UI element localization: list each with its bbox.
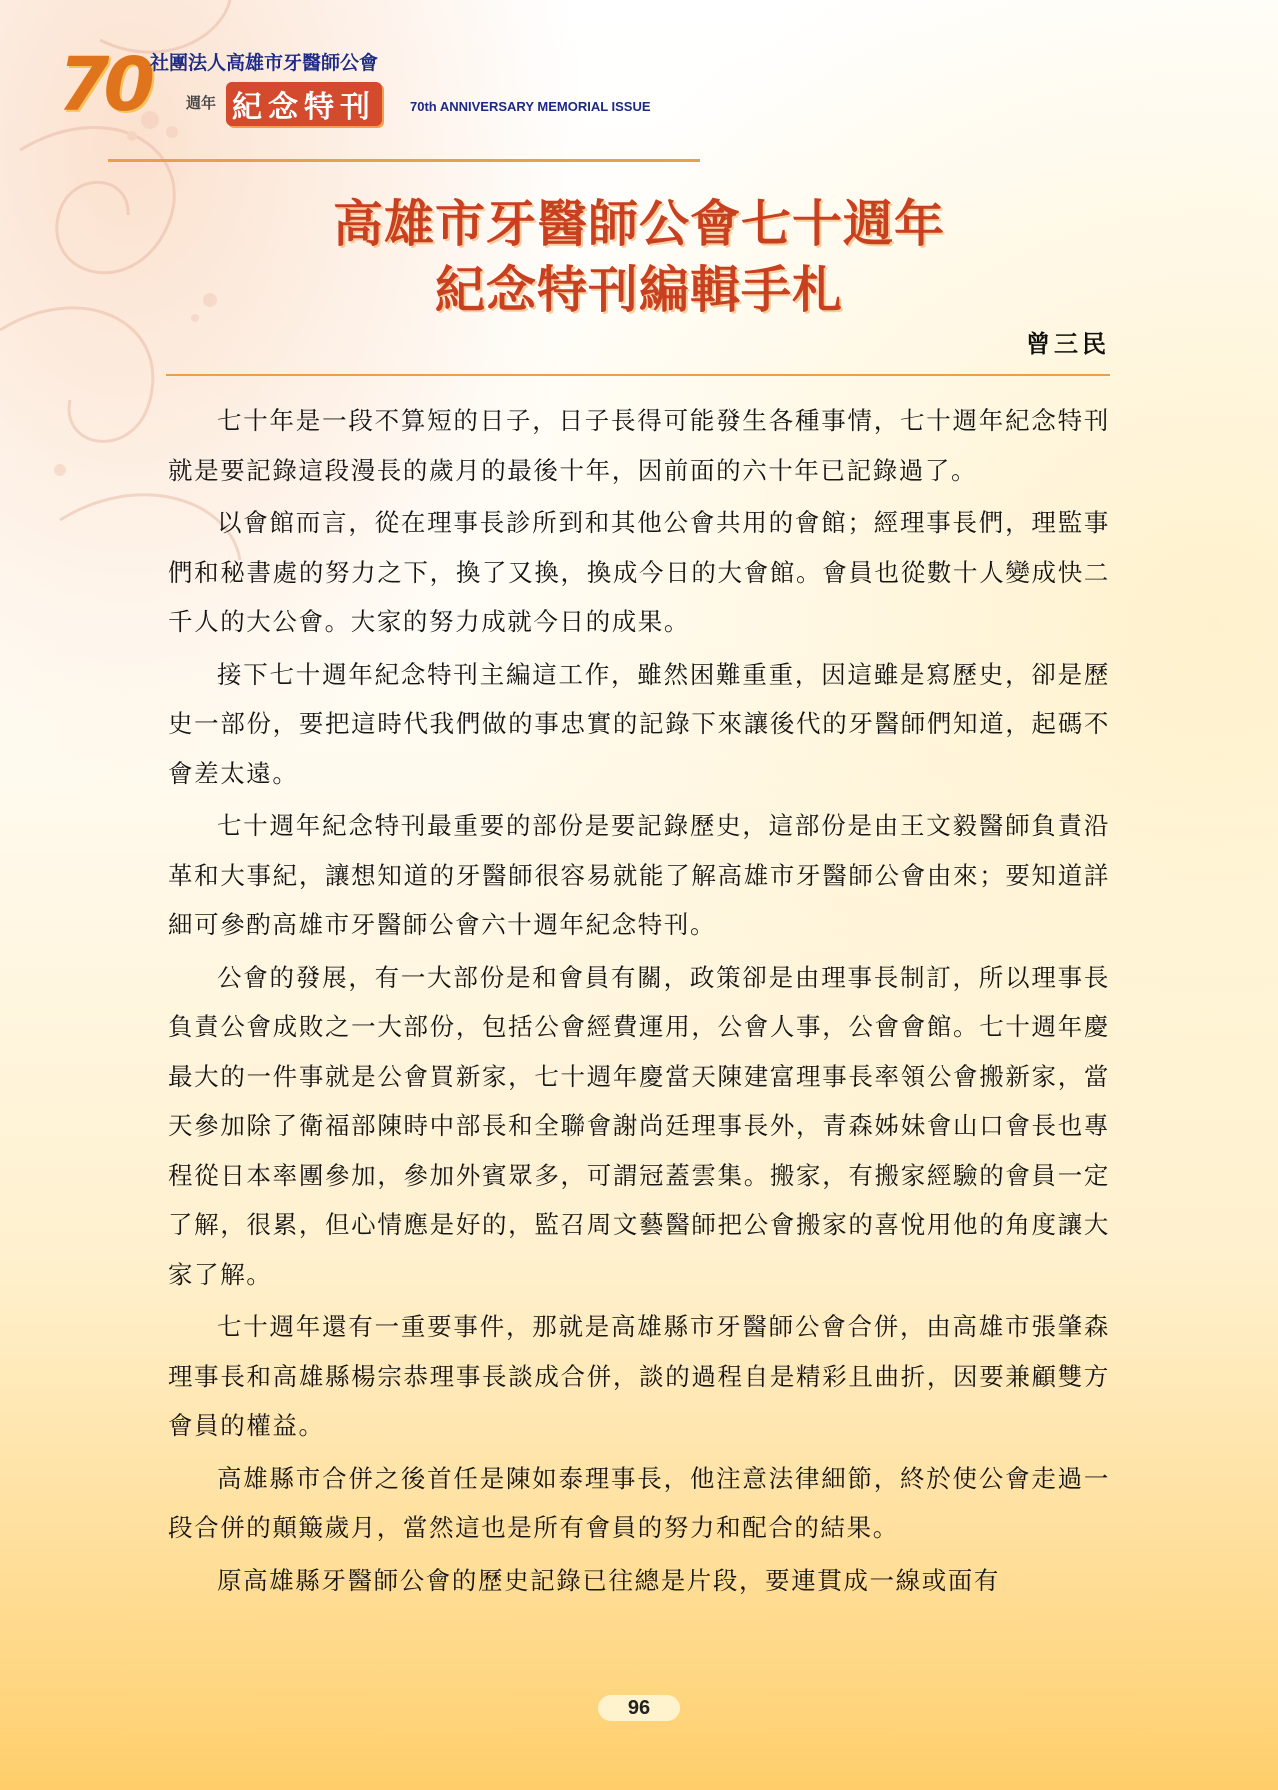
memorial-issue-title: 紀念特刊 bbox=[226, 82, 382, 126]
page-number: 96 bbox=[598, 1695, 680, 1721]
article-body bbox=[168, 396, 1110, 1608]
anniversary-label: 週年 bbox=[186, 94, 217, 112]
paragraph: 原高雄縣牙醫師公會的歷史記錄已往總是片段，要連貫成一線或面有 bbox=[217, 1565, 1000, 1595]
paragraph: 以會館而言，從在理事長診所到和其他公會共用的會館；經理事長們，理監事們和秘書處的努力之下，換了又換，換成今日的大會館。會員也從數十人變成快二千人的大公會。大家的努力成就今日的成果。 bbox=[168, 508, 1110, 636]
paragraph: 七十年是一段不算短的日子，日子長得可能發生各種事情，七十週年紀念特刊就是要記錄這段漫長的歲月的最後十年，因前面的六十年已記錄過了。 bbox=[168, 406, 1110, 485]
association-name: 社團法人高雄市牙醫師公會 bbox=[150, 52, 379, 74]
title-divider bbox=[166, 374, 1110, 376]
paragraph: 公會的發展，有一大部份是和會員有關，政策卻是由理事長制訂，所以理事長負責公會成敗之一大部份，包括公會經費運用，公會人事，公會會館。七十週年慶最大的一件事就是公會買新家，七十週年慶當天陳建富理事長率領公會搬新家，當天參加除了衛福部陳時中部長和全聯會謝尚廷理事長外，青森姊妹會山口會長也專程從日本率團參加，參加外賓眾多，可謂冠蓋雲集。搬家，有搬家經驗的會員一定了解，很累，但心情應是好的，監召周文藝醫師把公會搬家的喜悅用他的角度讓大家了解。 bbox=[168, 962, 1110, 1289]
article-title-line-1: 高雄市牙醫師公會七十週年 bbox=[333, 195, 945, 253]
paragraph: 接下七十週年紀念特刊主編這工作，雖然困難重重，因這雖是寫歷史，卻是歷史一部份，要把這時代我們做的事忠實的記錄下來讓後代的牙醫師們知道，起碼不會差太遠。 bbox=[168, 659, 1110, 788]
article-title-line-2: 紀念特刊編輯手札 bbox=[435, 261, 843, 319]
publication-header bbox=[58, 42, 708, 132]
paragraph: 七十週年還有一重要事件，那就是高雄縣市牙醫師公會合併，由高雄市張肇森理事長和高雄縣楊宗恭理事長談成合併，談的過程自是精彩且曲折，因要兼顧雙方會員的權益。 bbox=[168, 1312, 1110, 1440]
header-divider bbox=[108, 159, 700, 162]
memorial-issue-english: 70th ANNIVERSARY MEMORIAL ISSUE bbox=[410, 99, 651, 114]
paragraph: 高雄縣市合併之後首任是陳如泰理事長，他注意法律細節，終於使公會走過一段合併的顛簸歲月，當然這也是所有會員的努力和配合的結果。 bbox=[168, 1463, 1110, 1542]
article-author: 曾三民 bbox=[1026, 329, 1110, 358]
page-number-container bbox=[0, 1697, 1278, 1720]
anniversary-logo: 70 bbox=[58, 42, 149, 128]
paragraph: 七十週年紀念特刊最重要的部份是要記錄歷史，這部份是由王文毅醫師負責沿革和大事紀，讓想知道的牙醫師很容易就能了解高雄市牙醫師公會由來；要知道詳細可參酌高雄市牙醫師公會六十週年紀念特刊。 bbox=[168, 811, 1110, 939]
